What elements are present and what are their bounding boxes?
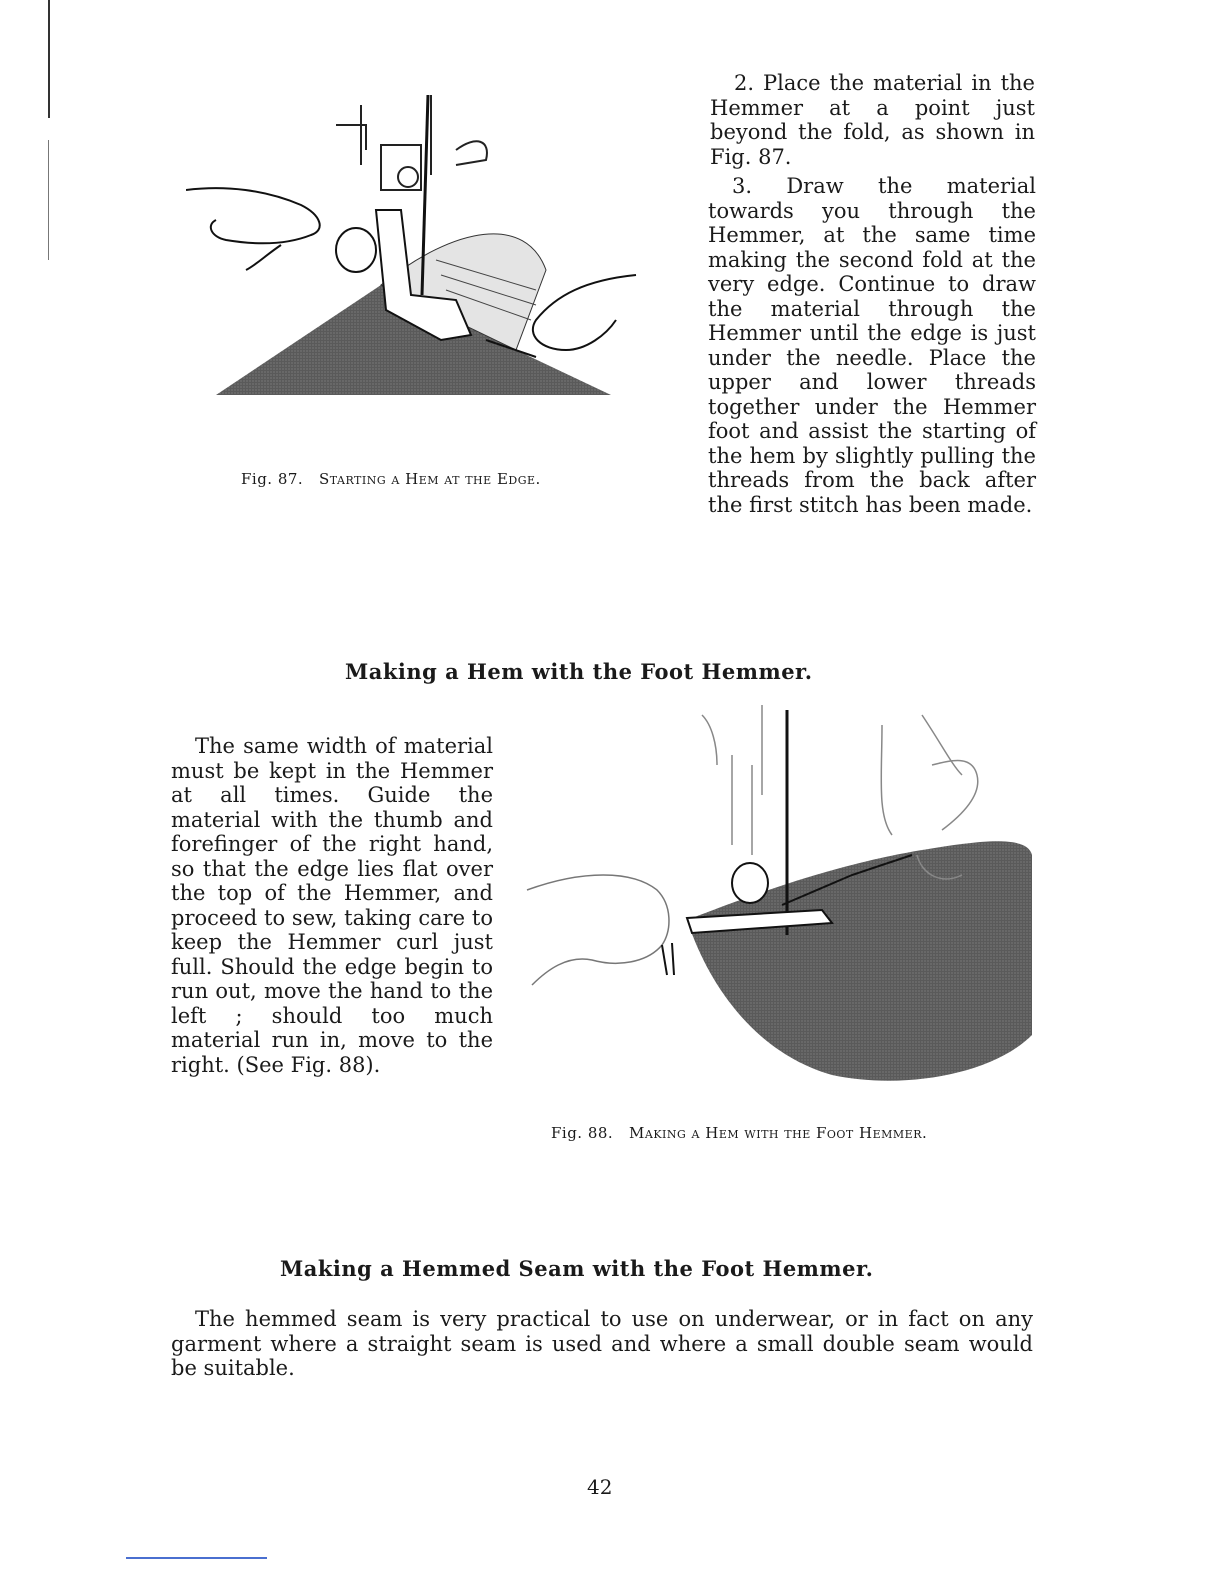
hemmed-seam-paragraph: The hemmed seam is very practical to use on underwear, or in fact on any garment where a straight seam is used and where a small double seam would be suitable. — [171, 1307, 1033, 1380]
figure-88-label: Fig. 88. — [551, 1124, 614, 1142]
figure-87-illustration — [186, 95, 646, 405]
figure-87-label: Fig. 87. — [241, 470, 304, 488]
foot-hemmer-paragraph: The same width of material must be kept in the Hemmer at all times. Guide the material with the thumb and forefinger of the right hand, so that the edge lies flat over the top of the Hemmer, and proceed to sew, taking care to keep the Hemmer curl just full. Should the edge begin to run out, move the hand to the left ; should too much material run in, move to the right. (See Fig. 88). — [171, 734, 493, 1077]
figure-88-title: Making a Hem with the Foot Hemmer. — [629, 1124, 928, 1142]
figure-87-caption — [241, 470, 541, 488]
scan-edge-line — [48, 140, 49, 260]
section-heading-foot-hemmer: Making a Hem with the Foot Hemmer. — [345, 659, 813, 684]
scan-edge-line — [48, 0, 50, 118]
figure-88-illustration — [522, 705, 1042, 1090]
page-number: 42 — [587, 1475, 613, 1499]
section-heading-hemmed-seam: Making a Hemmed Seam with the Foot Hemmer. — [280, 1256, 874, 1281]
step-3-paragraph: 3. Draw the material towards you through the Hemmer, at the same time making the second fold at the very edge. Continue to draw the material through the Hemmer until the edge is just under the needle. Place the upper and lower threads together under the Hemmer foot and assist the starting of the hem by slightly pulling the threads from the back after the first stitch has been made. — [708, 174, 1036, 517]
step-2-paragraph: 2. Place the material in the Hemmer at a point just beyond the fold, as shown in Fig. 87. — [710, 71, 1035, 169]
scan-artifact-line — [126, 1557, 267, 1559]
figure-87-title: Starting a Hem at the Edge. — [319, 470, 541, 488]
figure-88-caption — [551, 1124, 927, 1142]
